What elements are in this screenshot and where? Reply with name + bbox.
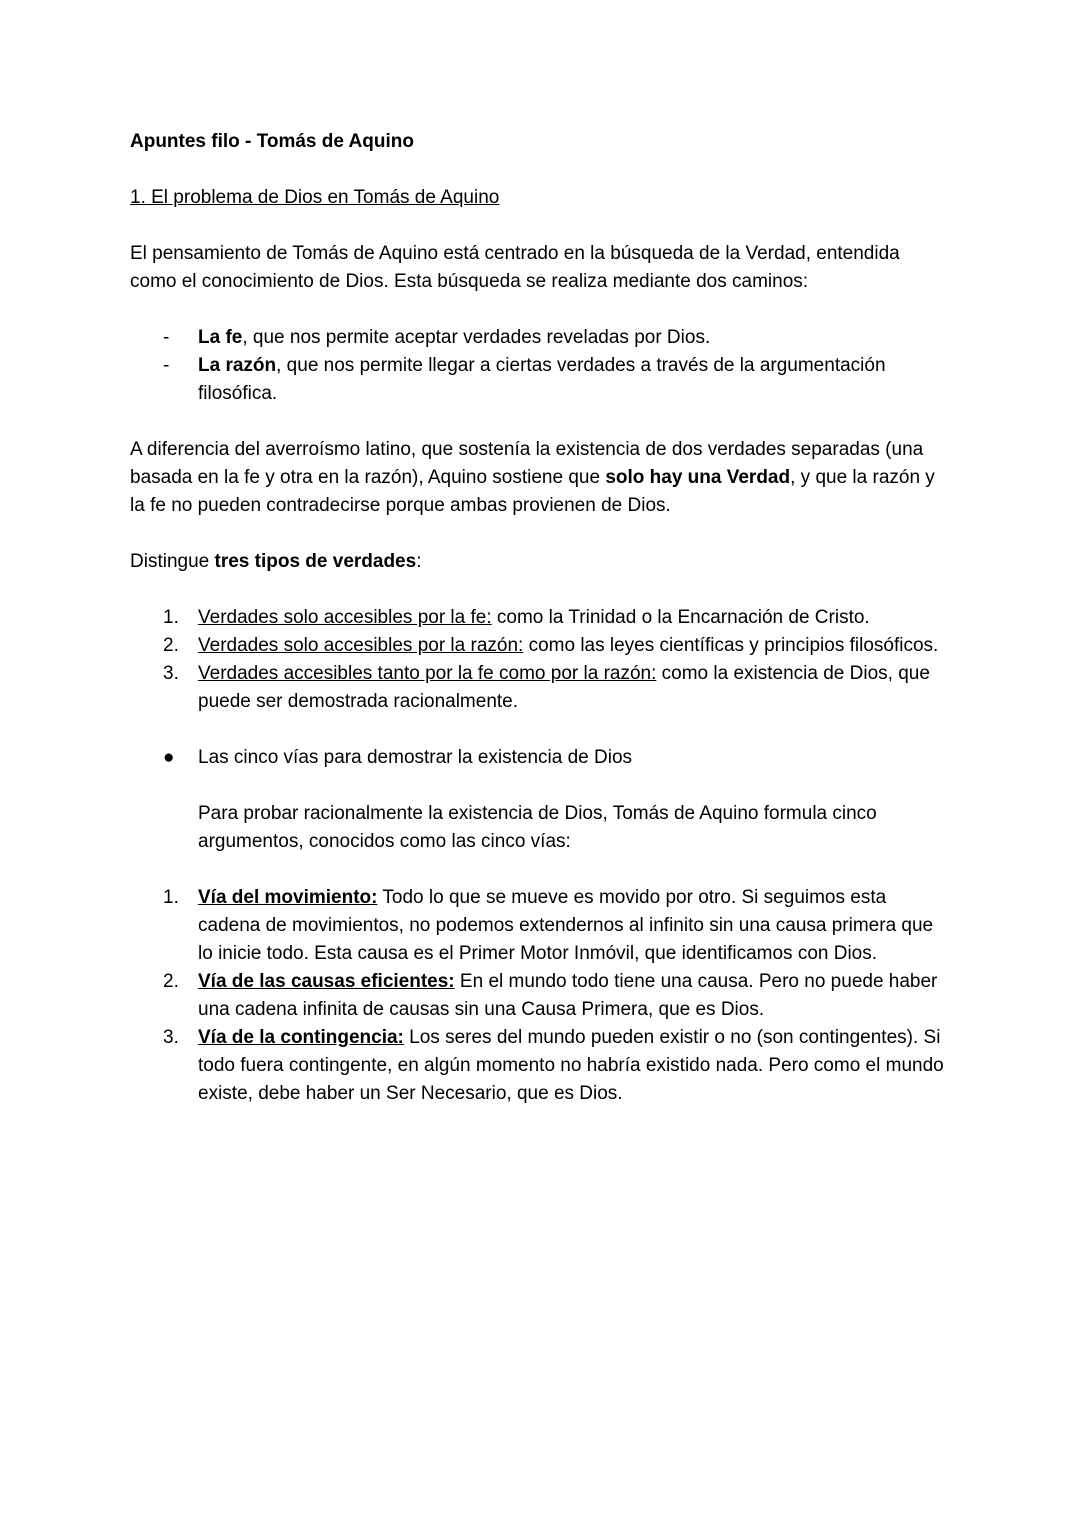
number-marker: 2.: [163, 971, 179, 992]
list-item: [130, 744, 948, 772]
text-run-bold-underline: Vía de la contingencia:: [198, 1027, 404, 1048]
list-item: [130, 632, 948, 660]
five-ways-bullet: [130, 744, 948, 772]
list-item-text: [198, 632, 948, 660]
text-run-underline: Verdades accesibles tanto por la fe como por la razón:: [198, 663, 657, 684]
list-item: [130, 660, 948, 716]
text-run-underline: Verdades solo accesibles por la fe:: [198, 607, 492, 628]
dash-marker: -: [163, 355, 170, 376]
text-run: , y que la razón y la fe no pueden contradecirse porque ambas provienen de Dios.: [130, 467, 935, 516]
text-run: , que nos permite llegar a ciertas verdades a través de la argumentación filosófica.: [198, 355, 886, 404]
bullet-marker: ●: [163, 747, 175, 768]
list-item: [130, 968, 948, 1024]
list-item-text: [198, 604, 948, 632]
list-item-text: [198, 352, 948, 408]
averroism-paragraph: [130, 436, 948, 520]
doc-title: Apuntes filo - Tomás de Aquino: [130, 131, 414, 152]
list-item-text: [198, 324, 948, 352]
list-item-text: [198, 660, 948, 716]
list-item: [130, 884, 948, 968]
distingue-paragraph: [130, 548, 948, 576]
text-run: Todo lo que se mueve es movido por otro. Si seguimos esta cadena de movimientos, no podemos extendernos al infinito sin una causa primera que lo inicie todo. Esta causa es el Primer Motor Inmóvil, que identificamos con Dios.: [198, 887, 934, 964]
text-run: como la existencia de Dios, que puede ser demostrada racionalmente.: [198, 663, 930, 712]
text-run-bold: tres tipos de verdades: [214, 551, 417, 572]
list-item-text: [198, 1024, 948, 1108]
list-item-text: [198, 968, 948, 1024]
truth-types-list: [130, 604, 948, 716]
list-item-text: [198, 884, 948, 968]
text-run: Distingue: [130, 551, 215, 572]
five-ways-list: [130, 884, 948, 1108]
text-run: A diferencia del averroísmo latino, que sostenía la existencia de dos verdades separadas (una basada en la fe y otra en la razón), Aquino sostiene que: [130, 439, 924, 488]
number-marker: 3.: [163, 663, 179, 684]
section-heading: 1. El problema de Dios en Tomás de Aquino: [130, 187, 500, 208]
list-item: [130, 352, 948, 408]
text-run: En el mundo todo tiene una causa. Pero no puede haber una cadena infinita de causas sin una Causa Primera, que es Dios.: [198, 971, 938, 1020]
text-run-bold: La fe: [198, 327, 243, 348]
list-item: [130, 324, 948, 352]
two-paths-list: [130, 324, 948, 408]
text-run: como la Trinidad o la Encarnación de Cristo.: [491, 607, 870, 628]
text-run: , que nos permite aceptar verdades reveladas por Dios.: [242, 327, 711, 348]
bullet-heading: Las cinco vías para demostrar la existencia de Dios: [198, 747, 633, 768]
number-marker: 3.: [163, 1027, 179, 1048]
text-run-underline: Verdades solo accesibles por la razón:: [198, 635, 524, 656]
text-run-bold-underline: Vía de las causas eficientes:: [198, 971, 455, 992]
text-run-bold: solo hay una Verdad: [605, 467, 791, 488]
text-run: Los seres del mundo pueden existir o no (son contingentes). Si todo fuera contingente, en algún momento no habría existido nada. Pero como el mundo existe, debe haber un Ser Necesario, que es Dios.: [198, 1027, 944, 1104]
dash-marker: -: [163, 327, 170, 348]
section-heading-wrap: [130, 184, 948, 212]
intro-paragraph: El pensamiento de Tomás de Aquino está centrado en la búsqueda de la Verdad, entendida como el conocimiento de Dios. Esta búsqueda se realiza mediante dos caminos:: [130, 243, 900, 292]
list-item: [130, 604, 948, 632]
text-run: como las leyes científicas y principios filosóficos.: [523, 635, 939, 656]
text-run-bold-underline: Vía del movimiento:: [198, 887, 378, 908]
number-marker: 2.: [163, 635, 179, 656]
text-run-bold: La razón: [198, 355, 277, 376]
list-item: [130, 1024, 948, 1108]
number-marker: 1.: [163, 607, 179, 628]
text-run: :: [416, 551, 422, 572]
five-ways-intro: Para probar racionalmente la existencia de Dios, Tomás de Aquino formula cinco argumentos, conocidos como las cinco vías:: [198, 803, 877, 852]
number-marker: 1.: [163, 887, 179, 908]
